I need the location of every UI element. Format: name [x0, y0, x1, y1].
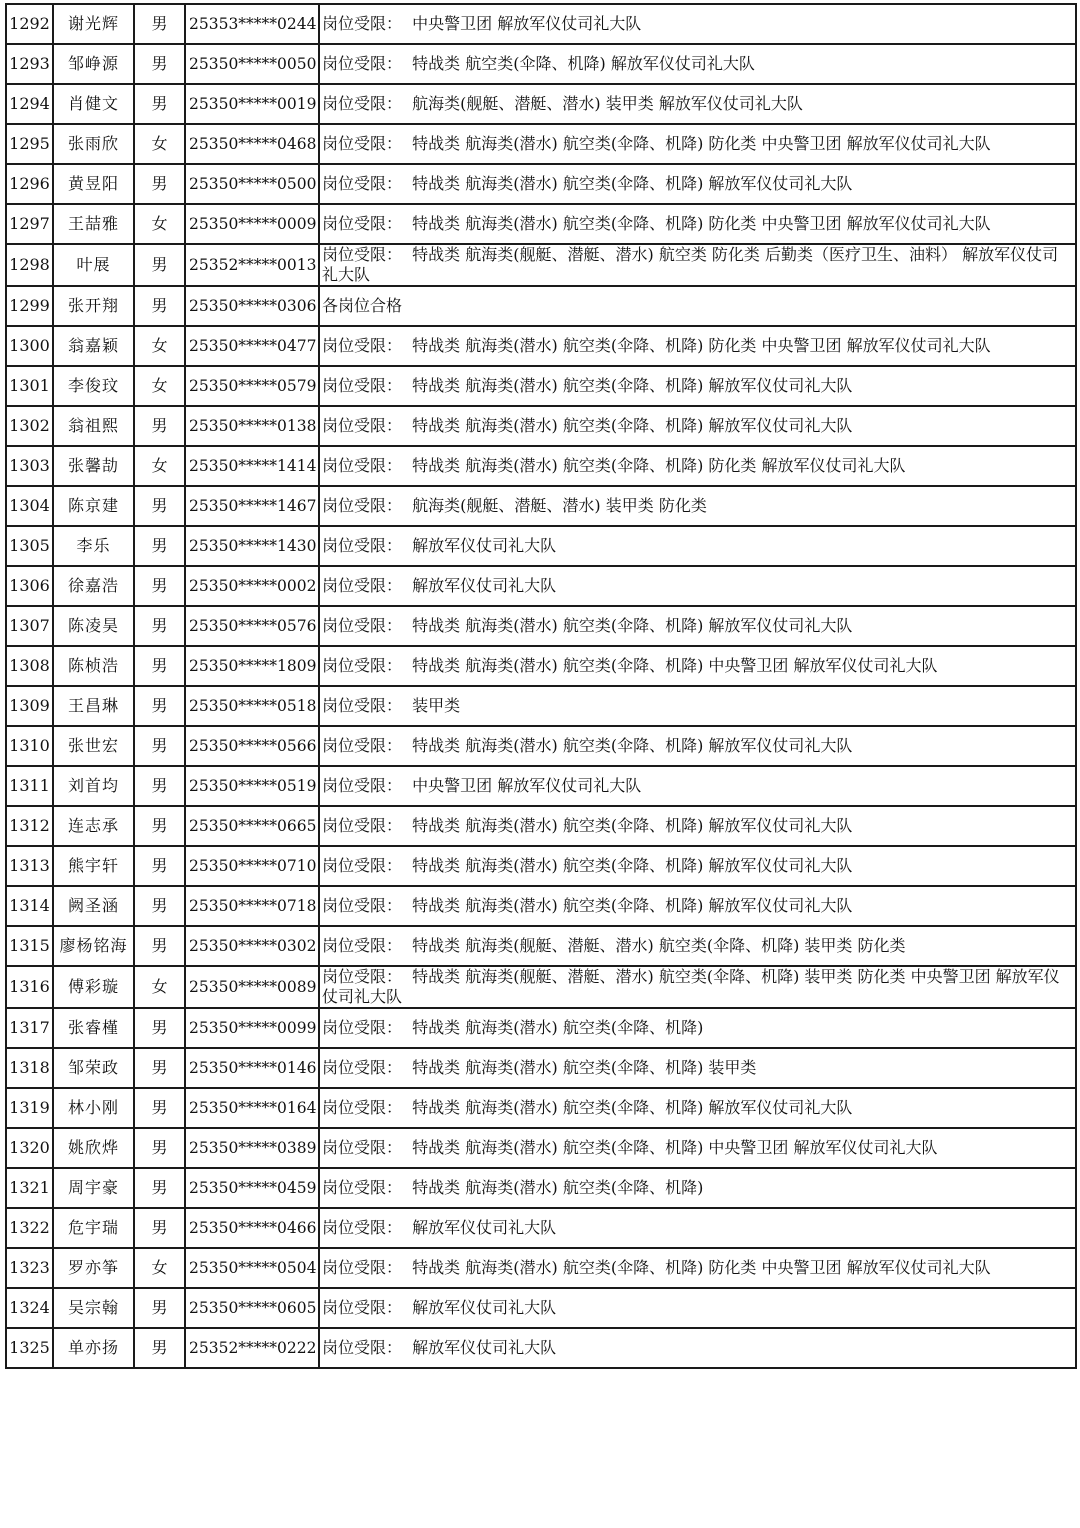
table-row [6, 886, 1076, 926]
sex-cell: 男 [134, 526, 185, 566]
table-row [6, 406, 1076, 446]
id-number-cell: 25350*****0500 [185, 164, 319, 204]
name-cell: 周宇豪 [53, 1168, 134, 1208]
row-number: 1295 [6, 124, 53, 164]
restriction-note-cell: 岗位受限： 特战类 航海类(潜水) 航空类(伞降、机降) 防化类 中央警卫团 解放军仪仗司礼大队 [319, 204, 1076, 244]
sex-cell: 女 [134, 966, 185, 1008]
row-number: 1304 [6, 486, 53, 526]
restriction-note-cell: 岗位受限： 特战类 航海类(潜水) 航空类(伞降、机降) 中央警卫团 解放军仪仗司礼大队 [319, 646, 1076, 686]
sex-cell: 男 [134, 4, 185, 44]
name-cell: 危宇瑞 [53, 1208, 134, 1248]
results-table [5, 3, 1077, 1369]
row-number: 1305 [6, 526, 53, 566]
table-row [6, 1008, 1076, 1048]
name-cell: 王喆雅 [53, 204, 134, 244]
id-number-cell: 25350*****0050 [185, 44, 319, 84]
row-number: 1298 [6, 244, 53, 286]
name-cell: 张馨劼 [53, 446, 134, 486]
id-number-cell: 25350*****0019 [185, 84, 319, 124]
sex-cell: 男 [134, 606, 185, 646]
table-row [6, 606, 1076, 646]
id-number-cell: 25350*****1467 [185, 486, 319, 526]
row-number: 1311 [6, 766, 53, 806]
name-cell: 翁祖熙 [53, 406, 134, 446]
name-cell: 邹荣政 [53, 1048, 134, 1088]
restriction-note-cell: 岗位受限： 特战类 航海类(舰艇、潜艇、潜水) 航空类 防化类 后勤类（医疗卫生、油料） 解放军仪仗司礼大队 [319, 244, 1076, 286]
row-number: 1303 [6, 446, 53, 486]
name-cell: 黄昱阳 [53, 164, 134, 204]
name-cell: 李俊玟 [53, 366, 134, 406]
name-cell: 熊宇轩 [53, 846, 134, 886]
name-cell: 吴宗翰 [53, 1288, 134, 1328]
id-number-cell: 25350*****0389 [185, 1128, 319, 1168]
sex-cell: 女 [134, 1248, 185, 1288]
name-cell: 邹峥源 [53, 44, 134, 84]
sex-cell: 男 [134, 164, 185, 204]
row-number: 1319 [6, 1088, 53, 1128]
sex-cell: 男 [134, 806, 185, 846]
row-number: 1320 [6, 1128, 53, 1168]
name-cell: 谢光辉 [53, 4, 134, 44]
row-number: 1302 [6, 406, 53, 446]
sex-cell: 男 [134, 1008, 185, 1048]
restriction-note-cell: 岗位受限： 解放军仪仗司礼大队 [319, 526, 1076, 566]
name-cell: 傅彩璇 [53, 966, 134, 1008]
name-cell: 张睿槿 [53, 1008, 134, 1048]
id-number-cell: 25350*****1414 [185, 446, 319, 486]
sex-cell: 男 [134, 766, 185, 806]
table-row [6, 526, 1076, 566]
name-cell: 连志承 [53, 806, 134, 846]
table-row [6, 966, 1076, 1008]
id-number-cell: 25350*****0518 [185, 686, 319, 726]
row-number: 1308 [6, 646, 53, 686]
table-body [6, 4, 1076, 1368]
row-number: 1309 [6, 686, 53, 726]
table-row [6, 446, 1076, 486]
sex-cell: 男 [134, 646, 185, 686]
sex-cell: 男 [134, 686, 185, 726]
id-number-cell: 25350*****0718 [185, 886, 319, 926]
restriction-note-cell: 岗位受限： 特战类 航海类(舰艇、潜艇、潜水) 航空类(伞降、机降) 装甲类 防化类 中央警卫团 解放军仪仗司礼大队 [319, 966, 1076, 1008]
restriction-note-cell: 岗位受限： 特战类 航海类(潜水) 航空类(伞降、机降) 防化类 中央警卫团 解放军仪仗司礼大队 [319, 124, 1076, 164]
name-cell: 罗亦筝 [53, 1248, 134, 1288]
table-row [6, 1288, 1076, 1328]
restriction-note-cell: 岗位受限： 解放军仪仗司礼大队 [319, 566, 1076, 606]
table-row [6, 84, 1076, 124]
restriction-note-cell: 岗位受限： 特战类 航海类(潜水) 航空类(伞降、机降) 解放军仪仗司礼大队 [319, 366, 1076, 406]
sex-cell: 男 [134, 1328, 185, 1368]
table-row [6, 566, 1076, 606]
sex-cell: 男 [134, 1288, 185, 1328]
table-row [6, 4, 1076, 44]
restriction-note-cell: 岗位受限： 装甲类 [319, 686, 1076, 726]
restriction-note-cell: 岗位受限： 特战类 航海类(潜水) 航空类(伞降、机降) 解放军仪仗司礼大队 [319, 164, 1076, 204]
table-row [6, 124, 1076, 164]
row-number: 1301 [6, 366, 53, 406]
restriction-note-cell: 岗位受限： 特战类 航海类(潜水) 航空类(伞降、机降) 防化类 中央警卫团 解放军仪仗司礼大队 [319, 1248, 1076, 1288]
id-number-cell: 25350*****0468 [185, 124, 319, 164]
sex-cell: 男 [134, 486, 185, 526]
sex-cell: 男 [134, 1128, 185, 1168]
restriction-note-cell: 岗位受限： 特战类 航海类(潜水) 航空类(伞降、机降) 解放军仪仗司礼大队 [319, 846, 1076, 886]
restriction-note-cell: 各岗位合格 [319, 286, 1076, 326]
restriction-note-cell: 岗位受限： 特战类 航海类(潜水) 航空类(伞降、机降) 解放军仪仗司礼大队 [319, 606, 1076, 646]
id-number-cell: 25350*****0477 [185, 326, 319, 366]
restriction-note-cell: 岗位受限： 中央警卫团 解放军仪仗司礼大队 [319, 4, 1076, 44]
restriction-note-cell: 岗位受限： 解放军仪仗司礼大队 [319, 1328, 1076, 1368]
name-cell: 徐嘉浩 [53, 566, 134, 606]
id-number-cell: 25350*****0302 [185, 926, 319, 966]
sex-cell: 女 [134, 446, 185, 486]
table-row [6, 1088, 1076, 1128]
id-number-cell: 25352*****0222 [185, 1328, 319, 1368]
restriction-note-cell: 岗位受限： 特战类 航海类(潜水) 航空类(伞降、机降) 解放军仪仗司礼大队 [319, 1088, 1076, 1128]
restriction-note-cell: 岗位受限： 特战类 航海类(潜水) 航空类(伞降、机降) 解放军仪仗司礼大队 [319, 806, 1076, 846]
table-row [6, 44, 1076, 84]
sex-cell: 男 [134, 566, 185, 606]
restriction-note-cell: 岗位受限： 特战类 航海类(潜水) 航空类(伞降、机降) 防化类 解放军仪仗司礼大队 [319, 446, 1076, 486]
name-cell: 张开翔 [53, 286, 134, 326]
id-number-cell: 25350*****0605 [185, 1288, 319, 1328]
id-number-cell: 25350*****0089 [185, 966, 319, 1008]
sex-cell: 男 [134, 1088, 185, 1128]
id-number-cell: 25350*****0576 [185, 606, 319, 646]
row-number: 1317 [6, 1008, 53, 1048]
id-number-cell: 25350*****1809 [185, 646, 319, 686]
id-number-cell: 25350*****1430 [185, 526, 319, 566]
row-number: 1312 [6, 806, 53, 846]
id-number-cell: 25350*****0306 [185, 286, 319, 326]
sex-cell: 男 [134, 406, 185, 446]
row-number: 1296 [6, 164, 53, 204]
restriction-note-cell: 岗位受限： 特战类 航海类(潜水) 航空类(伞降、机降) 解放军仪仗司礼大队 [319, 726, 1076, 766]
restriction-note-cell: 岗位受限： 特战类 航海类(潜水) 航空类(伞降、机降) 中央警卫团 解放军仪仗司礼大队 [319, 1128, 1076, 1168]
id-number-cell: 25350*****0566 [185, 726, 319, 766]
table-row [6, 686, 1076, 726]
row-number: 1292 [6, 4, 53, 44]
sex-cell: 男 [134, 926, 185, 966]
id-number-cell: 25350*****0466 [185, 1208, 319, 1248]
name-cell: 李乐 [53, 526, 134, 566]
name-cell: 姚欣烨 [53, 1128, 134, 1168]
row-number: 1297 [6, 204, 53, 244]
id-number-cell: 25350*****0164 [185, 1088, 319, 1128]
row-number: 1306 [6, 566, 53, 606]
table-row [6, 766, 1076, 806]
restriction-note-cell: 岗位受限： 解放军仪仗司礼大队 [319, 1208, 1076, 1248]
sex-cell: 女 [134, 366, 185, 406]
name-cell: 陈凌昊 [53, 606, 134, 646]
restriction-note-cell: 岗位受限： 航海类(舰艇、潜艇、潜水) 装甲类 解放军仪仗司礼大队 [319, 84, 1076, 124]
table-row [6, 366, 1076, 406]
table-row [6, 286, 1076, 326]
row-number: 1294 [6, 84, 53, 124]
row-number: 1325 [6, 1328, 53, 1368]
row-number: 1310 [6, 726, 53, 766]
name-cell: 张雨欣 [53, 124, 134, 164]
row-number: 1316 [6, 966, 53, 1008]
name-cell: 刘首均 [53, 766, 134, 806]
id-number-cell: 25350*****0665 [185, 806, 319, 846]
row-number: 1323 [6, 1248, 53, 1288]
id-number-cell: 25350*****0138 [185, 406, 319, 446]
id-number-cell: 25350*****0579 [185, 366, 319, 406]
restriction-note-cell: 岗位受限： 特战类 航海类(潜水) 航空类(伞降、机降) 装甲类 [319, 1048, 1076, 1088]
restriction-note-cell: 岗位受限： 中央警卫团 解放军仪仗司礼大队 [319, 766, 1076, 806]
restriction-note-cell: 岗位受限： 特战类 航海类(舰艇、潜艇、潜水) 航空类(伞降、机降) 装甲类 防化类 [319, 926, 1076, 966]
restriction-note-cell: 岗位受限： 特战类 航海类(潜水) 航空类(伞降、机降) [319, 1168, 1076, 1208]
row-number: 1324 [6, 1288, 53, 1328]
id-number-cell: 25350*****0099 [185, 1008, 319, 1048]
restriction-note-cell: 岗位受限： 航海类(舰艇、潜艇、潜水) 装甲类 防化类 [319, 486, 1076, 526]
name-cell: 叶展 [53, 244, 134, 286]
table-row [6, 1248, 1076, 1288]
id-number-cell: 25350*****0146 [185, 1048, 319, 1088]
table-row [6, 1128, 1076, 1168]
table-row [6, 1208, 1076, 1248]
name-cell: 单亦扬 [53, 1328, 134, 1368]
table-row [6, 1048, 1076, 1088]
id-number-cell: 25350*****0009 [185, 204, 319, 244]
name-cell: 张世宏 [53, 726, 134, 766]
row-number: 1315 [6, 926, 53, 966]
table-row [6, 1168, 1076, 1208]
row-number: 1318 [6, 1048, 53, 1088]
sex-cell: 男 [134, 1168, 185, 1208]
sex-cell: 男 [134, 1048, 185, 1088]
sex-cell: 男 [134, 726, 185, 766]
id-number-cell: 25352*****0013 [185, 244, 319, 286]
table-row [6, 846, 1076, 886]
sex-cell: 男 [134, 1208, 185, 1248]
name-cell: 陈京建 [53, 486, 134, 526]
table-row [6, 726, 1076, 766]
id-number-cell: 25350*****0002 [185, 566, 319, 606]
id-number-cell: 25350*****0504 [185, 1248, 319, 1288]
row-number: 1313 [6, 846, 53, 886]
sex-cell: 男 [134, 244, 185, 286]
name-cell: 肖健文 [53, 84, 134, 124]
table-row [6, 326, 1076, 366]
table-row [6, 244, 1076, 286]
table-row [6, 1328, 1076, 1368]
name-cell: 陈桢浩 [53, 646, 134, 686]
row-number: 1307 [6, 606, 53, 646]
sex-cell: 男 [134, 846, 185, 886]
table-row [6, 164, 1076, 204]
row-number: 1321 [6, 1168, 53, 1208]
name-cell: 翁嘉颖 [53, 326, 134, 366]
sex-cell: 男 [134, 286, 185, 326]
sex-cell: 男 [134, 44, 185, 84]
row-number: 1293 [6, 44, 53, 84]
table-row [6, 926, 1076, 966]
table-row [6, 646, 1076, 686]
name-cell: 廖杨铭海 [53, 926, 134, 966]
row-number: 1314 [6, 886, 53, 926]
restriction-note-cell: 岗位受限： 特战类 航海类(潜水) 航空类(伞降、机降) 解放军仪仗司礼大队 [319, 886, 1076, 926]
sex-cell: 女 [134, 204, 185, 244]
restriction-note-cell: 岗位受限： 特战类 航海类(潜水) 航空类(伞降、机降) 防化类 中央警卫团 解放军仪仗司礼大队 [319, 326, 1076, 366]
restriction-note-cell: 岗位受限： 特战类 航海类(潜水) 航空类(伞降、机降) 解放军仪仗司礼大队 [319, 406, 1076, 446]
sex-cell: 女 [134, 326, 185, 366]
row-number: 1322 [6, 1208, 53, 1248]
id-number-cell: 25350*****0459 [185, 1168, 319, 1208]
restriction-note-cell: 岗位受限： 特战类 航海类(潜水) 航空类(伞降、机降) [319, 1008, 1076, 1048]
id-number-cell: 25353*****0244 [185, 4, 319, 44]
sex-cell: 女 [134, 124, 185, 164]
table-row [6, 486, 1076, 526]
row-number: 1300 [6, 326, 53, 366]
id-number-cell: 25350*****0710 [185, 846, 319, 886]
name-cell: 林小刚 [53, 1088, 134, 1128]
sex-cell: 男 [134, 84, 185, 124]
restriction-note-cell: 岗位受限： 特战类 航空类(伞降、机降) 解放军仪仗司礼大队 [319, 44, 1076, 84]
name-cell: 王昌琳 [53, 686, 134, 726]
table-row [6, 806, 1076, 846]
name-cell: 阙圣涵 [53, 886, 134, 926]
restriction-note-cell: 岗位受限： 解放军仪仗司礼大队 [319, 1288, 1076, 1328]
table-row [6, 204, 1076, 244]
sex-cell: 男 [134, 886, 185, 926]
id-number-cell: 25350*****0519 [185, 766, 319, 806]
row-number: 1299 [6, 286, 53, 326]
